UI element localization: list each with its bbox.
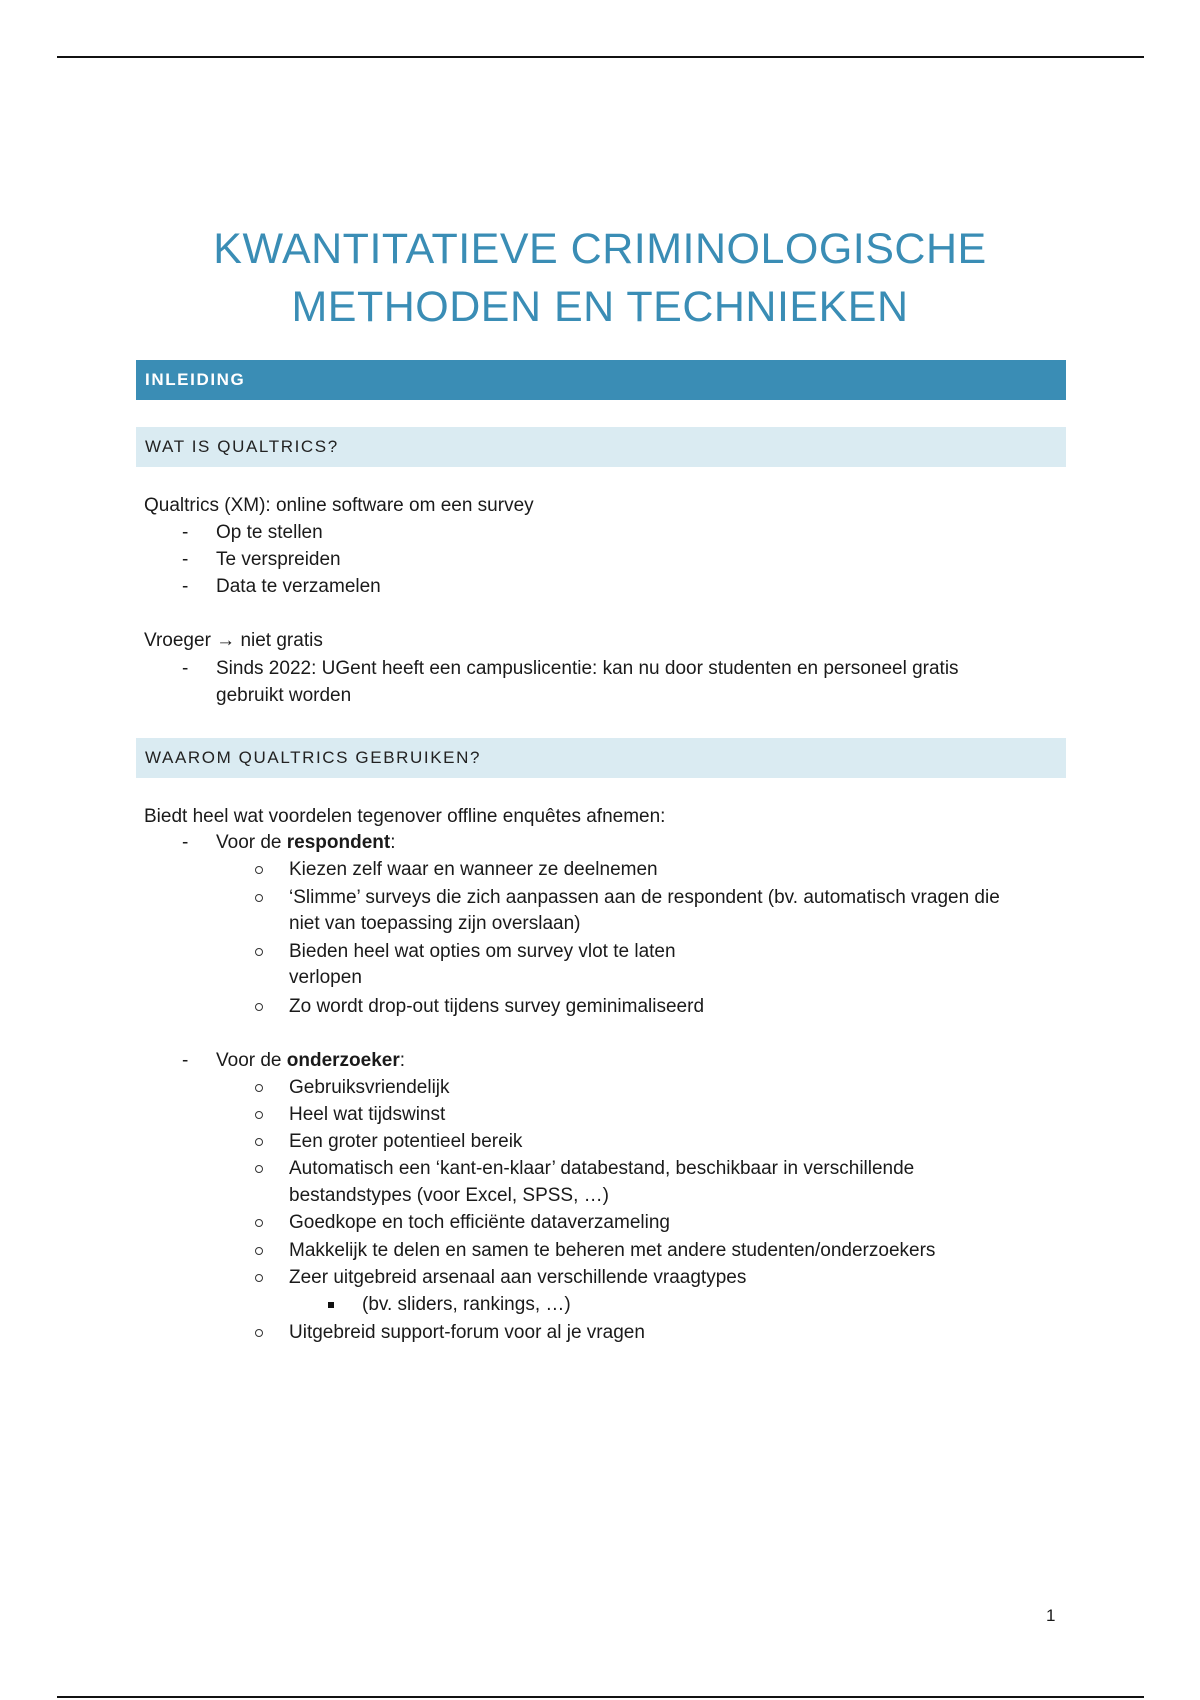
sinds-line-2: gebruikt worden — [216, 685, 352, 706]
circle-bullet-icon — [255, 1219, 263, 1227]
circle-bullet-icon — [255, 866, 263, 874]
circle-bullet-icon — [255, 1084, 263, 1092]
wat-is-intro: Qualtrics (XM): online software om een survey — [144, 495, 534, 516]
section-header-wat-is-qualtrics: WAT IS QUALTRICS? — [136, 427, 1066, 467]
list-item: Zo wordt drop-out tijdens survey geminimaliseerd — [289, 996, 705, 1017]
list-item: Kiezen zelf waar en wanneer ze deelnemen — [289, 859, 658, 880]
list-item: ‘Slimme’ surveys die zich aanpassen aan de respondent (bv. automatisch vragen die — [289, 887, 1000, 908]
list-item: Te verspreiden — [216, 549, 341, 570]
square-bullet-icon — [328, 1302, 334, 1308]
header-rule — [57, 56, 1144, 58]
dash-bullet: - — [182, 549, 189, 570]
vroeger-text: Vroeger → niet gratis — [144, 630, 323, 651]
title-line-1: KWANTITATIEVE CRIMINOLOGISCHE — [213, 225, 987, 273]
circle-bullet-icon — [255, 948, 263, 956]
list-item: Automatisch een ‘kant-en-klaar’ databestand, beschikbaar in verschillende — [289, 1158, 915, 1179]
footer-rule — [57, 1696, 1144, 1698]
sub-list-item: (bv. sliders, rankings, …) — [362, 1294, 571, 1315]
list-item: Een groter potentieel bereik — [289, 1131, 523, 1152]
circle-bullet-icon — [255, 1003, 263, 1011]
list-item: Uitgebreid support-forum voor al je vragen — [289, 1322, 645, 1343]
list-item-continuation: niet van toepassing zijn overslaan) — [289, 913, 581, 934]
dash-bullet: - — [182, 1050, 189, 1071]
circle-bullet-icon — [255, 894, 263, 902]
circle-bullet-icon — [255, 1329, 263, 1337]
list-item: Bieden heel wat opties om survey vlot te laten — [289, 941, 676, 962]
circle-bullet-icon — [255, 1165, 263, 1173]
list-item: Zeer uitgebreid arsenaal aan verschillende vraagtypes — [289, 1267, 747, 1288]
dash-bullet: - — [182, 658, 189, 679]
dash-bullet: - — [182, 832, 189, 853]
list-item: Makkelijk te delen en samen te beheren met andere studenten/onderzoekers — [289, 1240, 936, 1261]
circle-bullet-icon — [255, 1138, 263, 1146]
list-item: Op te stellen — [216, 522, 323, 543]
onderzoeker-heading: Voor de onderzoeker: — [216, 1050, 406, 1071]
respondent-heading: Voor de respondent: — [216, 832, 396, 853]
list-item: Gebruiksvriendelijk — [289, 1077, 450, 1098]
circle-bullet-icon — [255, 1247, 263, 1255]
sinds-line-1: Sinds 2022: UGent heeft een campuslicentie: kan nu door studenten en personeel gratis — [216, 658, 959, 679]
circle-bullet-icon — [255, 1274, 263, 1282]
list-item: Heel wat tijdswinst — [289, 1104, 446, 1125]
dash-bullet: - — [182, 522, 189, 543]
list-item-continuation: verlopen — [289, 967, 362, 988]
title-line-2: METHODEN EN TECHNIEKEN — [291, 283, 909, 331]
section-header-inleiding: INLEIDING — [136, 360, 1066, 400]
circle-bullet-icon — [255, 1111, 263, 1119]
dash-bullet: - — [182, 576, 189, 597]
section-header-waarom: WAAROM QUALTRICS GEBRUIKEN? — [136, 738, 1066, 778]
waarom-intro: Biedt heel wat voordelen tegenover offline enquêtes afnemen: — [144, 806, 666, 827]
page-number: 1 — [1046, 1606, 1056, 1625]
list-item-continuation: bestandstypes (voor Excel, SPSS, …) — [289, 1185, 609, 1206]
list-item: Data te verzamelen — [216, 576, 381, 597]
list-item: Goedkope en toch efficiënte dataverzameling — [289, 1212, 670, 1233]
page-title — [0, 220, 1200, 336]
